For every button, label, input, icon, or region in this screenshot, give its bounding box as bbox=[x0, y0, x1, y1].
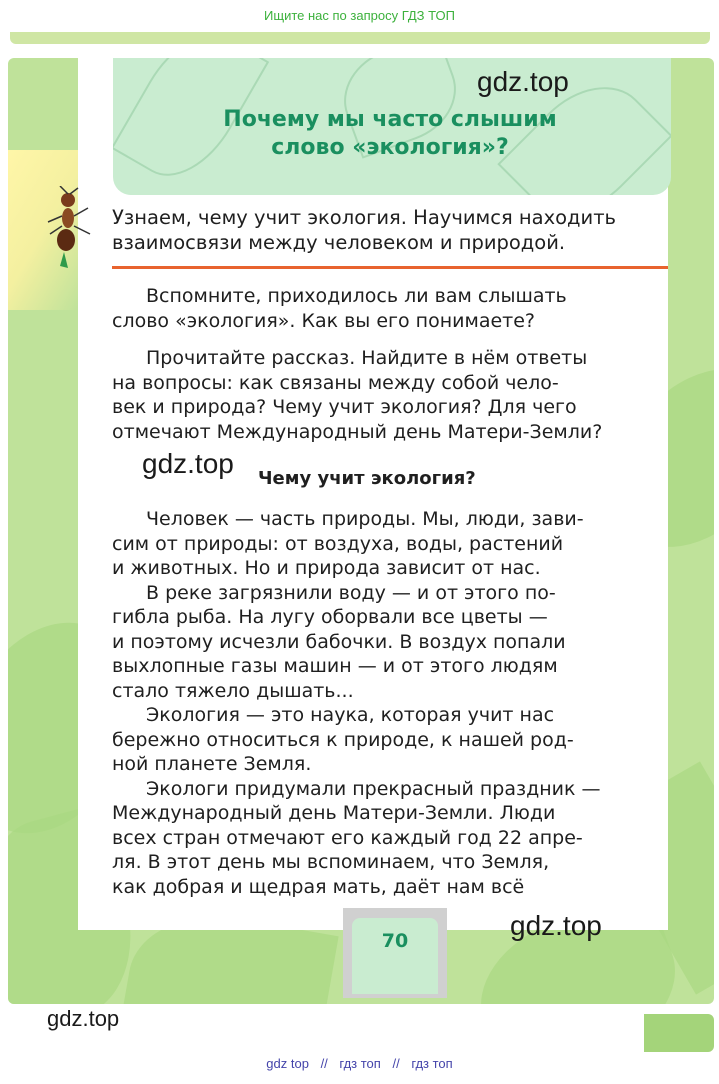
story-line: В реке загрязнили воду — и от этого по- bbox=[146, 581, 556, 604]
recall-question-line: Вспомните, приходилось ли вам слышать bbox=[146, 285, 567, 307]
story-line: Экологи придумали прекрасный праздник — bbox=[146, 777, 601, 800]
watermark: gdz.top bbox=[477, 66, 569, 97]
reading-task-line: век и природа? Чему учит экология? Для чего bbox=[112, 396, 577, 418]
story-line: Экология — это наука, которая учит нас bbox=[146, 704, 555, 726]
footer-link[interactable]: gdz top bbox=[266, 1056, 309, 1071]
story-line: ля. В этот день мы вспоминаем, что Земля, bbox=[112, 851, 550, 873]
page-number-tab bbox=[352, 918, 438, 994]
story-line: Международный день Матери-Земли. Люди bbox=[112, 802, 556, 824]
recall-question bbox=[112, 284, 668, 333]
ant-mascot-icon bbox=[46, 186, 96, 276]
story-line: бережно относиться к природе, к нашей род- bbox=[112, 728, 574, 751]
watermark: gdz.top bbox=[142, 448, 234, 479]
reading-task-line: Прочитайте рассказ. Найдите в нём ответы bbox=[146, 347, 588, 369]
footer-link[interactable]: гдз топ bbox=[339, 1056, 381, 1071]
page-title bbox=[170, 106, 610, 162]
story-text bbox=[112, 507, 668, 899]
footer-links bbox=[0, 1056, 719, 1071]
reading-task bbox=[112, 346, 668, 444]
previous-page-edge bbox=[10, 32, 710, 44]
footer-separator: // bbox=[392, 1056, 400, 1071]
top-notice-bar bbox=[0, 0, 719, 32]
story-line: всех стран отмечают его каждый год 22 апре- bbox=[112, 826, 583, 849]
recall-question-line: слово «экология». Как вы его понимаете? bbox=[112, 309, 536, 332]
story-line: выхлопные газы машин — и от этого людям bbox=[112, 655, 558, 677]
lesson-goals-line: Узнаем, чему учит экология. Научимся находить bbox=[112, 206, 617, 229]
story-line: и животных. Но и природа зависит от нас. bbox=[112, 557, 541, 579]
watermark: gdz.top bbox=[510, 910, 602, 941]
lesson-goals-line: взаимосвязи между человеком и природой. bbox=[112, 230, 566, 254]
title-line-2: слово «экология»? bbox=[271, 135, 509, 160]
watermark: gdz.top bbox=[47, 1006, 120, 1031]
footer-separator: // bbox=[320, 1056, 328, 1071]
reading-task-line: отмечают Международный день Матери-Земли? bbox=[112, 420, 603, 443]
story-line: Человек — часть природы. Мы, люди, зави- bbox=[146, 508, 584, 530]
title-line-1: Почему мы часто слышим bbox=[223, 107, 557, 132]
next-page-edge-accent bbox=[644, 1014, 714, 1052]
page-number: 70 bbox=[381, 930, 409, 952]
footer-link[interactable]: гдз топ bbox=[411, 1056, 453, 1071]
lesson-goals bbox=[112, 206, 668, 255]
top-notice[interactable]: Ищите нас по запросу ГДЗ ТОП bbox=[264, 8, 455, 23]
story-line: как добрая и щедрая мать, даёт нам всё bbox=[112, 875, 525, 898]
story-line: и поэтому исчезли бабочки. В воздух попали bbox=[112, 630, 566, 653]
story-line: сим от природы: от воздуха, воды, растений bbox=[112, 532, 564, 555]
divider bbox=[112, 266, 668, 269]
reading-task-line: на вопросы: как связаны между собой чело- bbox=[112, 371, 559, 394]
story-line: гибла рыба. На лугу оборвали все цветы — bbox=[112, 606, 548, 628]
story-line: ной планете Земля. bbox=[112, 753, 312, 775]
story-line: стало тяжело дышать... bbox=[112, 679, 354, 702]
story-heading: Чему учит экология? bbox=[258, 468, 476, 489]
